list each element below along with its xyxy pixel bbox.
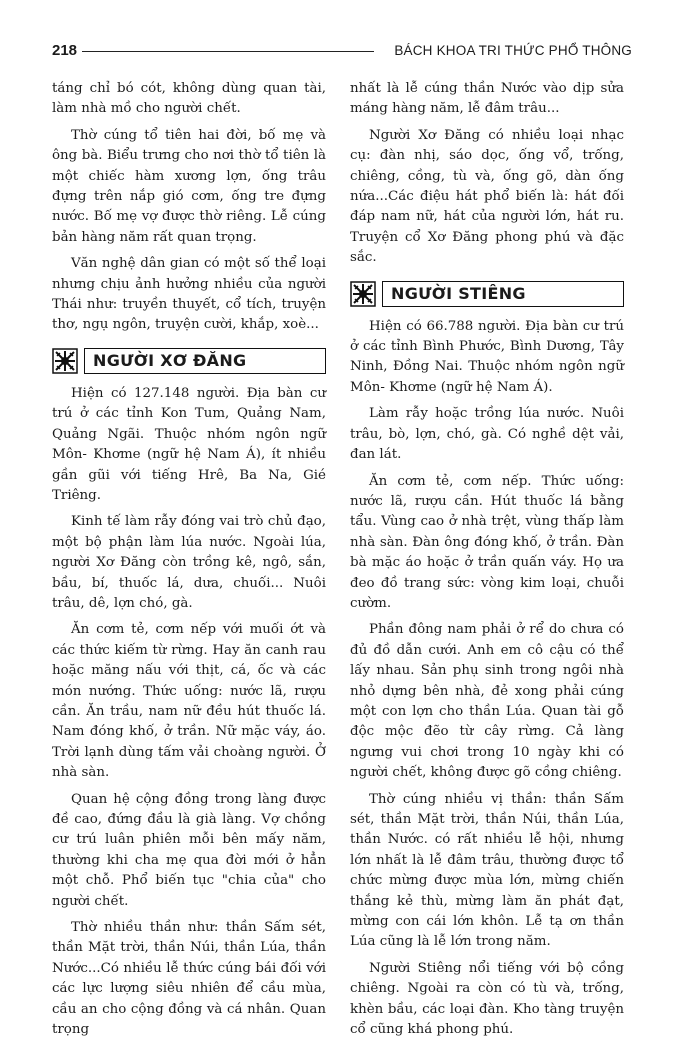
section-heading-stieng (350, 279, 624, 309)
paragraph: Làm rẫy hoặc trồng lúa nước. Nuôi trâu, bò, lợn, chó, gà. Có nghề dệt vải, đan lát. (350, 406, 624, 463)
page-header (52, 40, 632, 64)
decorative-motif-icon (52, 348, 78, 374)
page-number: 218 (52, 42, 78, 59)
decorative-motif-icon (350, 281, 376, 307)
left-column (52, 79, 326, 1046)
paragraph: Văn nghệ dân gian có một số thể loại nhưng chịu ảnh hưởng nhiều của người Thái như: truyền thuyết, cổ tích, truyện thơ, ngụ ngôn, truyện cười, khắp, xoè... (52, 256, 326, 333)
section-heading-xo-dang (52, 346, 326, 376)
section-title-box (382, 281, 624, 307)
section-title-box (84, 348, 326, 374)
paragraph: Ăn cơm tẻ, cơm nếp. Thức uống: nước lã, rượu cần. Hút thuốc lá bằng tẩu. Vùng cao ở nhà trệt, vùng thấp làm nhà sàn. Đàn ông đóng khố, ở trần. Đàn bà mặc áo hoặc ở trần quấn váy. Họ ưa đeo đồ trang sức: vòng kim loại, chuỗi cườm. (350, 473, 624, 611)
paragraph: Thờ cúng nhiều vị thần: thần Sấm sét, thần Mặt trời, thần Núi, thần Lúa, thần Nước. có rất nhiều lễ hội, nhưng lớn nhất là lễ đâm trâu, thường được tổ chức mừng được mùa lớn, mừng chiến thắng kẻ thù, mừng làm ăn phát đạt, mừng con cái lớn khôn. Lễ tạ ơn thần Lúa cũng là lễ lớn trong năm. (350, 791, 624, 950)
paragraph: Thờ cúng tổ tiên hai đời, bố mẹ và ông bà. Biểu trưng cho nơi thờ tổ tiên là một chiếc hàm xương lợn, ống trâu đựng trên nắp gió cơm, ống tre đựng nước. Bố mẹ vợ được thờ riêng. Lễ cúng bản hàng năm rất quan trọng. (52, 127, 326, 245)
paragraph: Quan hệ cộng đồng trong làng được đề cao, đứng đầu là già làng. Vợ chồng cư trú luân phiên mỗi bên mấy năm, thường khi cha mẹ qua đời mới ở hẳn một chỗ. Phổ biến tục "chia của" cho người chết. (52, 791, 326, 909)
paragraph: Ăn cơm tẻ, cơm nếp với muối ớt và các thức kiếm từ rừng. Hay ăn canh rau hoặc măng nấu với thịt, cá, ốc và các món nướng. Thức uống: nước lã, rượu cần. Ăn trầu, nam nữ đều hút thuốc lá. Nam đóng khố, ở trần. Nữ mặc váy, áo. Trời lạnh dùng tấm vải choàng người. Ở nhà sàn. (52, 622, 326, 781)
header-rule (82, 51, 374, 52)
paragraph: Hiện có 127.148 người. Địa bàn cư trú ở các tỉnh Kon Tum, Quảng Nam, Quảng Ngãi. Thuộc nhóm ngôn ngữ Môn- Khơme (ngữ hệ Nam Á), ít nhiều gần gũi với tiếng Hrê, Ba Na, Gié Triêng. (52, 385, 326, 503)
paragraph: Người Stiêng nổi tiếng với bộ cồng chiêng. Ngoài ra còn có tù và, trống, khèn bầu, các loại đàn. Kho tàng truyện cổ cũng khá phong phú. (350, 960, 624, 1038)
paragraph: Thờ nhiều thần như: thần Sấm sét, thần Mặt trời, thần Núi, thần Lúa, thần Nước...Có nhiều lễ thức cúng bái đối với các lực lượng siêu nhiên để cầu mùa, cầu an cho cộng đồng và cá nhân. Quan trọng (52, 920, 326, 1038)
paragraph: táng chỉ bó cót, không dùng quan tài, làm nhà mồ cho người chết. (52, 81, 326, 117)
paragraph: Hiện có 66.788 người. Địa bàn cư trú ở các tỉnh Bình Phước, Bình Dương, Tây Ninh, Đồng Nai. Thuộc nhóm ngôn ngữ Môn- Khơme (ngữ hệ Nam Á). (350, 318, 624, 395)
paragraph: Người Xơ Đăng có nhiều loại nhạc cụ: đàn nhị, sáo dọc, ống vổ, trống, chiêng, cồng, tù và, ống gõ, dàn ống nứa...Các điệu hát phổ biến là: hát đối đáp nam nữ, hát của người lớn, hát ru. Truyện cổ Xơ Đăng phong phú và đặc sắc. (350, 127, 624, 266)
paragraph: nhất là lễ cúng thần Nước vào dịp sửa máng hàng năm, lễ đâm trâu... (350, 81, 624, 117)
running-title: BÁCH KHOA TRI THỨC PHỔ THÔNG (394, 43, 632, 58)
paragraph: Kinh tế làm rẫy đóng vai trò chủ đạo, một bộ phận làm lúa nước. Ngoài lúa, người Xơ Đăng còn trồng kê, ngô, sắn, bầu, bí, thuốc lá, dưa, chuối... Nuôi trâu, dê, lợn chó, gà. (52, 514, 326, 611)
section-title: NGƯỜI STIÊNG (391, 284, 526, 304)
paragraph: Phần đông nam phải ở rể do chưa có đủ đồ dẫn cưới. Anh em cô cậu có thể lấy nhau. Sản phụ sinh trong ngôi nhà nhỏ dựng bên nhà, đẻ xong phải cúng một con lợn cho thần Lúa. Quan tài gỗ độc mộc đẽo từ cây rừng. Cả làng ngưng vui chơi trong 10 ngày khi có người chết, không được gõ cồng chiêng. (350, 622, 624, 781)
section-title: NGƯỜI XƠ ĐĂNG (93, 351, 247, 371)
right-column (350, 79, 624, 1046)
